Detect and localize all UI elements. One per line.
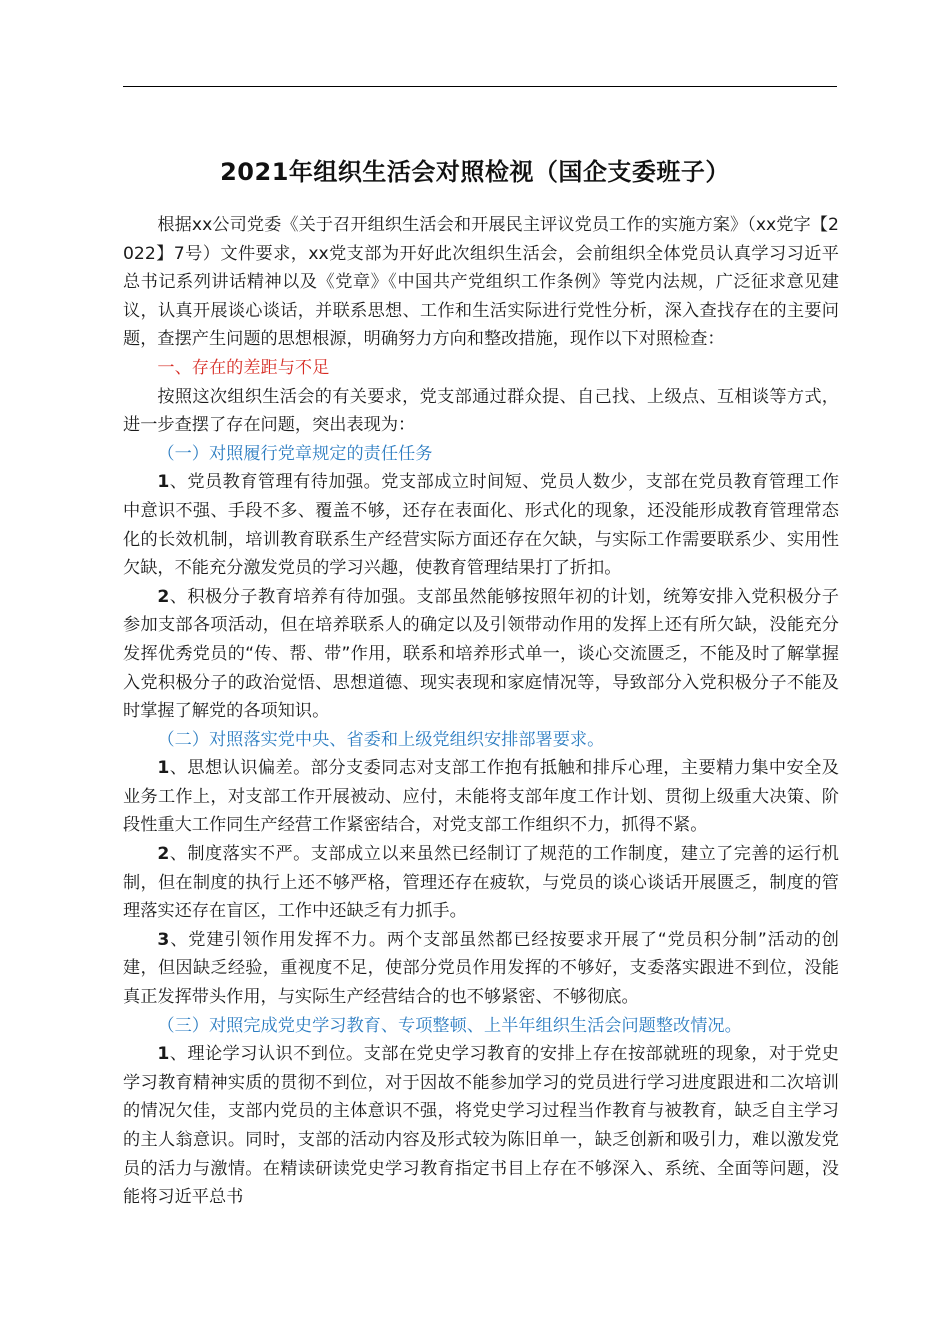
item-text: 、党员教育管理有待加强。党支部成立时间短、党员人数少，支部在党员教育管理工作中意识不强、手段不多、覆盖不够，还存在表面化、形式化的现象，还没能形成教育管理常态化的长效机制，培训教育联系生产经营实际方面还存在欠缺，与实际工作需要联系少、实用性欠缺，不能充分激发党员的学习兴趣，使教育管理结果打了折扣。: [123, 472, 839, 579]
item-text: 、积极分子教育培养有待加强。支部虽然能够按照年初的计划，统筹安排入党积极分子参加支部各项活动，但在培养联系人的确定以及引领带动作用的发挥上还有所欠缺，没能充分发挥优秀党员的“传、帮、带”作用，联系和培养形式单一，谈心交流匮乏，不能及时了解掌握入党积极分子的政治觉悟、思想道德、现实表现和家庭情况等，导致部分入党积极分子不能及时掌握了解党的各项知识。: [123, 586, 839, 722]
document-title: 2021年组织生活会对照检视（国企支委班子）: [220, 158, 730, 186]
item-number: 3: [157, 929, 170, 950]
item-number: 1: [157, 1044, 170, 1065]
subsection-heading-1: （一）对照履行党章规定的责任任务: [157, 443, 433, 464]
item-number: 2: [157, 844, 170, 865]
header-rule: [123, 86, 837, 87]
item-number: 1: [157, 758, 170, 779]
section-heading-1: 一、存在的差距与不足: [157, 357, 330, 378]
list-item: [123, 468, 839, 582]
item-text: 、制度落实不严。支部成立以来虽然已经制订了规范的工作制度，建立了完善的运行机制，但在制度的执行上还不够严格，管理还存在疲软，与党员的谈心谈话开展匮乏，制度的管理落实还存在盲区，工作中还缺乏有力抓手。: [123, 844, 839, 922]
subsection-heading-3: （三）对照完成党史学习教育、专项整顿、上半年组织生活会问题整改情况。: [157, 1015, 742, 1036]
item-number: 2: [157, 586, 170, 607]
intro-paragraph: 根据xx公司党委《关于召开组织生活会和开展民主评议党员工作的实施方案》（xx党字【2022】7号）文件要求，xx党支部为开好此次组织生活会，会前组织全体党员认真学习习近平总书记系列讲话精神以及《党章》《中国共产党组织工作条例》等党内法规，广泛征求意见建议，认真开展谈心谈话，并联系思想、工作和生活实际进行党性分析，深入查找存在的主要问题，查摆产生问题的思想根源，明确努力方向和整改措施，现作以下对照检查：: [123, 215, 839, 350]
list-item: [123, 754, 839, 840]
subsection-heading-2: （二）对照落实党中央、省委和上级党组织安排部署要求。: [157, 729, 605, 750]
list-item: [123, 583, 839, 726]
section-1-paragraph: 按照这次组织生活会的有关要求，党支部通过群众提、自己找、上级点、互相谈等方式，进一步查摆了存在问题，突出表现为：: [123, 386, 839, 436]
item-text: 、思想认识偏差。部分支委同志对支部工作抱有抵触和排斥心理，主要精力集中安全及业务工作上，对支部工作开展被动、应付，未能将支部年度工作计划、贯彻上级重大决策、阶段性重大工作同生产经营工作紧密结合，对党支部工作组织不力，抓得不紧。: [123, 758, 839, 836]
item-text: 、党建引领作用发挥不力。两个支部虽然都已经按要求开展了“党员积分制”活动的创建，但因缺乏经验，重视度不足，使部分党员作用发挥的不够好，支委落实跟进不到位，没能真正发挥带头作用，与实际生产经营结合的也不够紧密、不够彻底。: [123, 929, 839, 1008]
item-text: 、理论学习认识不到位。支部在党史学习教育的安排上存在按部就班的现象，对于党史学习教育精神实质的贯彻不到位，对于因故不能参加学习的党员进行学习进度跟进和二次培训的情况欠佳，支部内党员的主体意识不强，将党史学习过程当作教育与被教育，缺乏自主学习的主人翁意识。同时，支部的活动内容及形式较为陈旧单一，缺乏创新和吸引力，难以激发党员的活力与激情。在精读研读党史学习教育指定书目上存在不够深入、系统、全面等问题，没能将习近平总书: [123, 1044, 839, 1208]
document-body: [123, 211, 839, 1212]
list-item: [123, 840, 839, 926]
item-number: 1: [157, 472, 170, 493]
list-item: [123, 926, 839, 1012]
list-item: [123, 1040, 839, 1212]
